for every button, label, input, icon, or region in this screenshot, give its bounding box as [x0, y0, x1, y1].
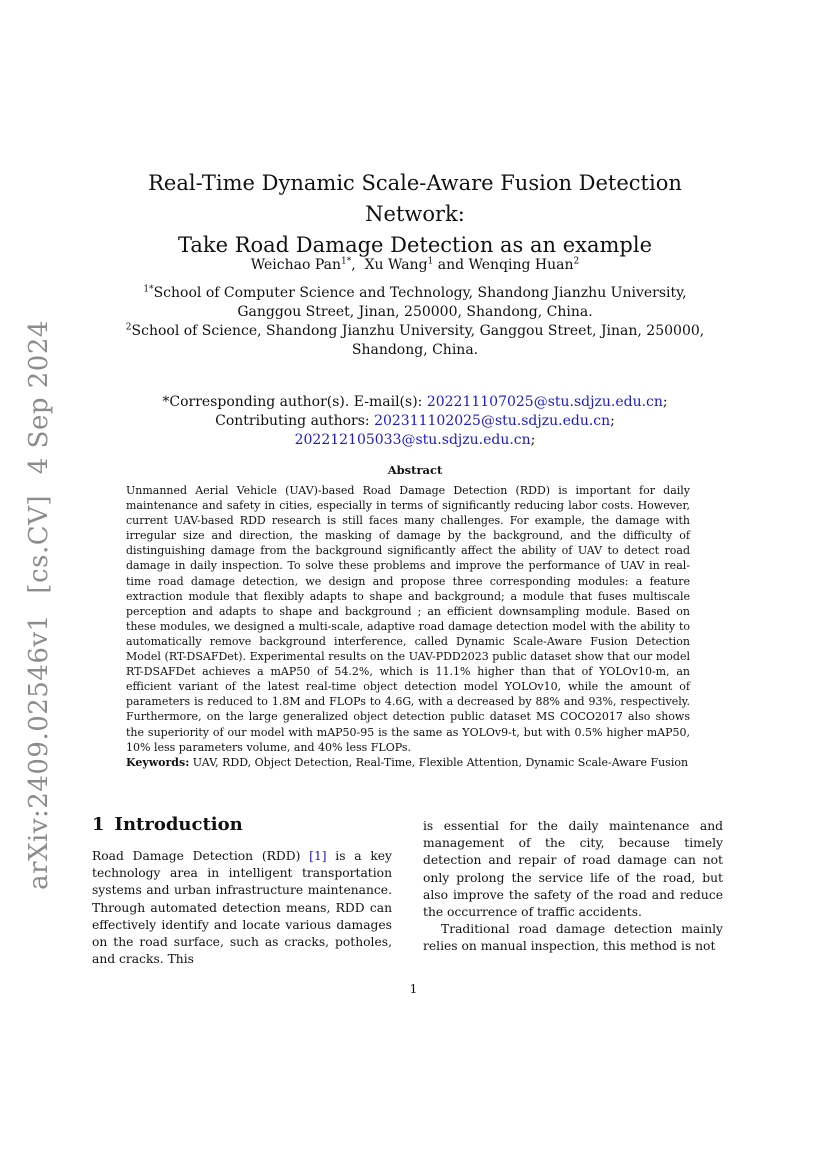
left-column	[92, 848, 392, 968]
section-heading-introduction	[92, 814, 243, 835]
author-list	[95, 255, 735, 275]
arxiv-stamp-text	[24, 314, 54, 896]
arxiv-date: 4 Sep 2024	[24, 320, 54, 475]
paragraph-text: is a key technology area in intelligent transportation systems and urban infrastructure maintenance. Through automated detection means, RDD can effectively identify and locate various damages on the road surface, such as cracks, potholes, and cracks. This	[92, 849, 393, 967]
author-separator: and	[433, 257, 469, 273]
contributing-authors-line	[95, 412, 735, 450]
right-column	[423, 818, 723, 956]
author-separator: ,	[351, 257, 365, 273]
punctuation: ;	[662, 394, 668, 410]
punctuation: ;	[610, 413, 615, 429]
author-affil-mark: 1	[427, 256, 434, 267]
affil-text: School of Science, Shandong Jianzhu University, Ganggou Street, Jinan, 250000, Shandong, China.	[131, 323, 705, 358]
abstract-body: Unmanned Aerial Vehicle (UAV)-based Road Damage Detection (RDD) is important for daily maintenance and safety in cities, especially in terms of significantly reducing labor costs. However, current UAV-based RDD research is still faces many challenges. For example, the damage with irregular size and direction, the masking of damage by the background, and the difficulty of distinguishing damage from the background significantly affect the ability of UAV to detect road damage in daily inspection. To solve these problems and improve the performance of UAV in real-time road damage detection, we design and propose three corresponding modules: a feature extraction module that flexibly adapts to shape and background; a module that fuses multiscale perception and adapts to shape and background ; an efficient downsampling module. Based on these modules, we designed a multi-scale, adaptive road damage detection model with the ability to automatically remove background interference, called Dynamic Scale-Aware Fusion Detection Model (RT-DSAFDet). Experimental results on the UAV-PDD2023 public dataset show that our model RT-DSAFDet achieves a mAP50 of 54.2%, which is 11.1% higher than that of YOLOv10-m, an efficient variant of the latest real-time object detection model YOLOv10, while the amount of parameters is reduced to 1.8M and FLOPs to 4.6G, with a decreased by 88% and 93%, respectively. Furthermore, on the large generalized object detection public dataset MS COCO2017 also shows the superiority of our model with mAP50-95 is the same as YOLOv9-t, but with 0.5% higher mAP50, 10% less parameters volume, and 40% less FLOPs.	[126, 484, 690, 754]
keywords-label: Keywords:	[126, 756, 190, 769]
abstract-heading: Abstract	[387, 463, 443, 477]
affiliations	[115, 284, 715, 360]
intro-paragraph-1	[92, 848, 392, 968]
page-number: 1	[409, 981, 418, 996]
author-affil-mark: 2	[573, 256, 580, 267]
correspondence	[95, 393, 735, 450]
citation-link[interactable]: [1]	[309, 849, 327, 863]
corresponding-label: *Corresponding author(s). E-mail(s):	[162, 394, 427, 410]
section-number: 1	[92, 814, 105, 835]
arxiv-id: arXiv:2409.02546v1	[24, 614, 54, 890]
author-name: Weichao Pan	[250, 257, 341, 273]
corresponding-email-link[interactable]: 202211107025@stu.sdjzu.edu.cn	[426, 394, 663, 410]
keywords-text: UAV, RDD, Object Detection, Real-Time, Flexible Attention, Dynamic Scale-Aware Fusion	[189, 756, 689, 769]
title-line-1: Real-Time Dynamic Scale-Aware Fusion Detection Network:	[148, 171, 682, 226]
title-line-2: Take Road Damage Detection as an example	[177, 233, 653, 257]
affil-text: School of Computer Science and Technology, Shandong Jianzhu University, Ganggou Street, Jinan, 250000, Shandong, China.	[153, 285, 687, 320]
contributing-label: Contributing authors:	[215, 413, 375, 429]
keywords	[126, 755, 706, 770]
paper-title	[95, 168, 735, 261]
affil-mark: 2	[125, 322, 132, 333]
affiliation-1	[115, 284, 715, 322]
arxiv-category: [cs.CV]	[24, 494, 54, 594]
intro-paragraph-2: Traditional road damage detection mainly relies on manual inspection, this method is not	[423, 922, 723, 954]
corresponding-author-line	[95, 393, 735, 412]
punctuation: ;	[530, 432, 536, 448]
intro-paragraph-1-continued: is essential for the daily maintenance and management of the city, because timely detection and repair of road damage can not only prolong the service life of the road, but also improve the safety of the road and reduce the occurrence of traffic accidents.	[423, 819, 723, 920]
contributing-email-link-2[interactable]: 202212105033@stu.sdjzu.edu.cn	[294, 432, 531, 448]
section-title: Introduction	[114, 814, 243, 835]
author-name: Xu Wang	[364, 257, 428, 273]
paragraph-text: Road Damage Detection (RDD)	[92, 849, 310, 863]
author-affil-mark: 1*	[341, 256, 352, 267]
affil-mark: 1*	[143, 284, 154, 295]
arxiv-sidebar-stamp	[22, 320, 56, 890]
author-name: Wenqing Huan	[468, 257, 574, 273]
contributing-email-link-1[interactable]: 202311102025@stu.sdjzu.edu.cn	[374, 413, 611, 429]
affiliation-2	[115, 322, 715, 360]
